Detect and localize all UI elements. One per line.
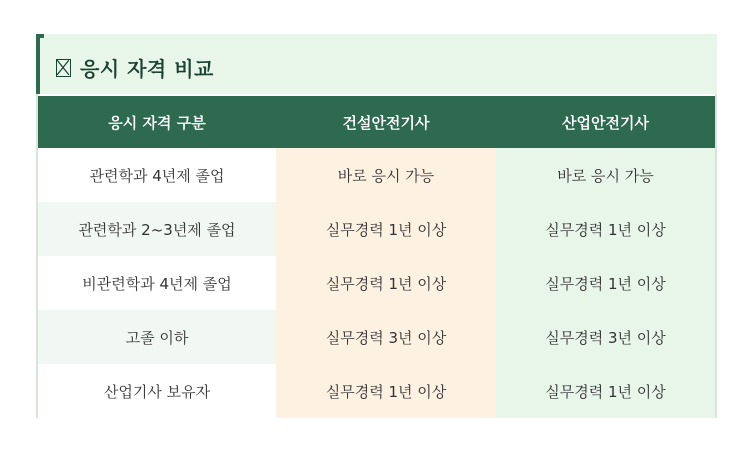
industrial-cell: 실무경력 1년 이상 (496, 256, 715, 310)
condition-cell: 비관련학과 4년제 졸업 (38, 256, 276, 310)
table-row (38, 148, 715, 202)
condition-cell: 관련학과 2~3년제 졸업 (38, 202, 276, 256)
header-industrial-safety: 산업안전기사 (496, 96, 715, 148)
table-row (38, 202, 715, 256)
condition-cell: 산업기사 보유자 (38, 364, 276, 418)
industrial-cell: 실무경력 1년 이상 (496, 364, 715, 418)
table-row (38, 364, 715, 418)
construction-cell: 바로 응시 가능 (276, 148, 496, 202)
industrial-cell: 바로 응시 가능 (496, 148, 715, 202)
industrial-cell: 실무경력 1년 이상 (496, 202, 715, 256)
condition-cell: 고졸 이하 (38, 310, 276, 364)
industrial-cell: 실무경력 3년 이상 (496, 310, 715, 364)
eligibility-comparison-table (38, 96, 715, 418)
condition-cell: 관련학과 4년제 졸업 (38, 148, 276, 202)
square-icon (56, 59, 71, 77)
construction-cell: 실무경력 1년 이상 (276, 202, 496, 256)
table-row (38, 256, 715, 310)
title-accent-gap (40, 38, 44, 94)
table-row (38, 310, 715, 364)
table-header-row (38, 96, 715, 148)
section-title: 응시 자격 비교 (80, 57, 214, 81)
header-condition: 응시 자격 구분 (38, 96, 276, 148)
construction-cell: 실무경력 1년 이상 (276, 364, 496, 418)
construction-cell: 실무경력 3년 이상 (276, 310, 496, 364)
header-construction-safety: 건설안전기사 (276, 96, 496, 148)
section-header (36, 34, 717, 94)
construction-cell: 실무경력 1년 이상 (276, 256, 496, 310)
